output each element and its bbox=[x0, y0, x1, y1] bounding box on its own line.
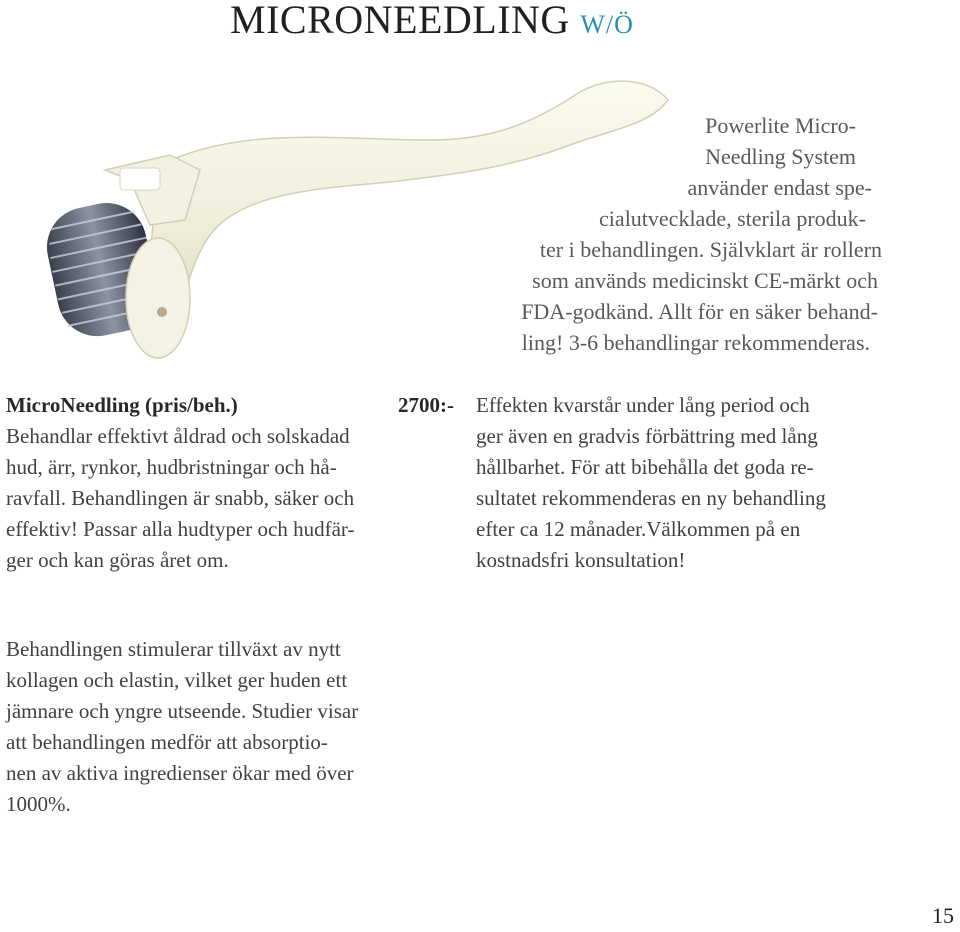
caption-line: ling! 3-6 behandlingar rekommenderas. bbox=[521, 330, 870, 355]
collagen-paragraph bbox=[6, 634, 446, 820]
results-line: efter ca 12 månader.Välkommen på en bbox=[476, 517, 801, 541]
results-line: sultatet rekommenderas en ny behandling bbox=[476, 486, 826, 510]
results-line: kostnadsfri konsultation! bbox=[476, 548, 686, 572]
results-paragraph bbox=[476, 390, 916, 576]
caption-line: Needling System bbox=[705, 144, 856, 169]
collagen-section bbox=[6, 634, 446, 820]
caption-line: använder endast spe- bbox=[687, 175, 872, 200]
results-line: Effekten kvarstår under lång period och bbox=[476, 393, 810, 417]
title-main: MICRONEEDLING bbox=[230, 0, 570, 42]
collagen-line: 1000%. bbox=[6, 792, 71, 816]
page-number: 15 bbox=[932, 903, 954, 928]
description-line: ravfall. Behandlingen är snabb, säker och bbox=[6, 486, 355, 510]
caption-line: cialutvecklade, sterila produk- bbox=[599, 206, 866, 231]
caption-line: som används medicinskt CE-märkt och bbox=[532, 268, 878, 293]
description-line: Behandlar effektivt åldrad och solskadad bbox=[6, 424, 350, 448]
caption-line: FDA-godkänd. Allt för en säker behand- bbox=[521, 299, 878, 324]
description-line: hud, ärr, rynkor, hudbristningar och hå- bbox=[6, 455, 337, 479]
title-subtitle: W/Ö bbox=[580, 10, 634, 39]
treatment-name: MicroNeedling (pris/beh.) bbox=[6, 393, 238, 417]
collagen-line: att behandlingen medför att absorptio- bbox=[6, 730, 328, 754]
description-line: effektiv! Passar alla hudtyper och hudfär- bbox=[6, 517, 355, 541]
results-section bbox=[476, 390, 916, 576]
treatment-price: 2700:- bbox=[398, 393, 454, 417]
price-section bbox=[6, 390, 454, 576]
collagen-line: jämnare och yngre utseende. Studier visar bbox=[6, 699, 359, 723]
caption-line: Powerlite Micro- bbox=[705, 113, 856, 138]
page-title bbox=[230, 0, 634, 45]
caption-line: ter i behandlingen. Självklart är rollern bbox=[539, 237, 882, 262]
treatment-description bbox=[6, 421, 454, 576]
description-line: ger och kan göras året om. bbox=[6, 548, 229, 572]
collagen-line: kollagen och elastin, vilket ger huden ett bbox=[6, 668, 348, 692]
results-line: ger även en gradvis förbättring med lång bbox=[476, 424, 818, 448]
collagen-line: Behandlingen stimulerar tillväxt av nytt bbox=[6, 637, 341, 661]
price-header bbox=[6, 390, 454, 421]
collagen-line: nen av aktiva ingredienser ökar med över bbox=[6, 761, 354, 785]
product-caption bbox=[430, 110, 900, 358]
results-line: hållbarhet. För att bibehålla det goda re- bbox=[476, 455, 814, 479]
